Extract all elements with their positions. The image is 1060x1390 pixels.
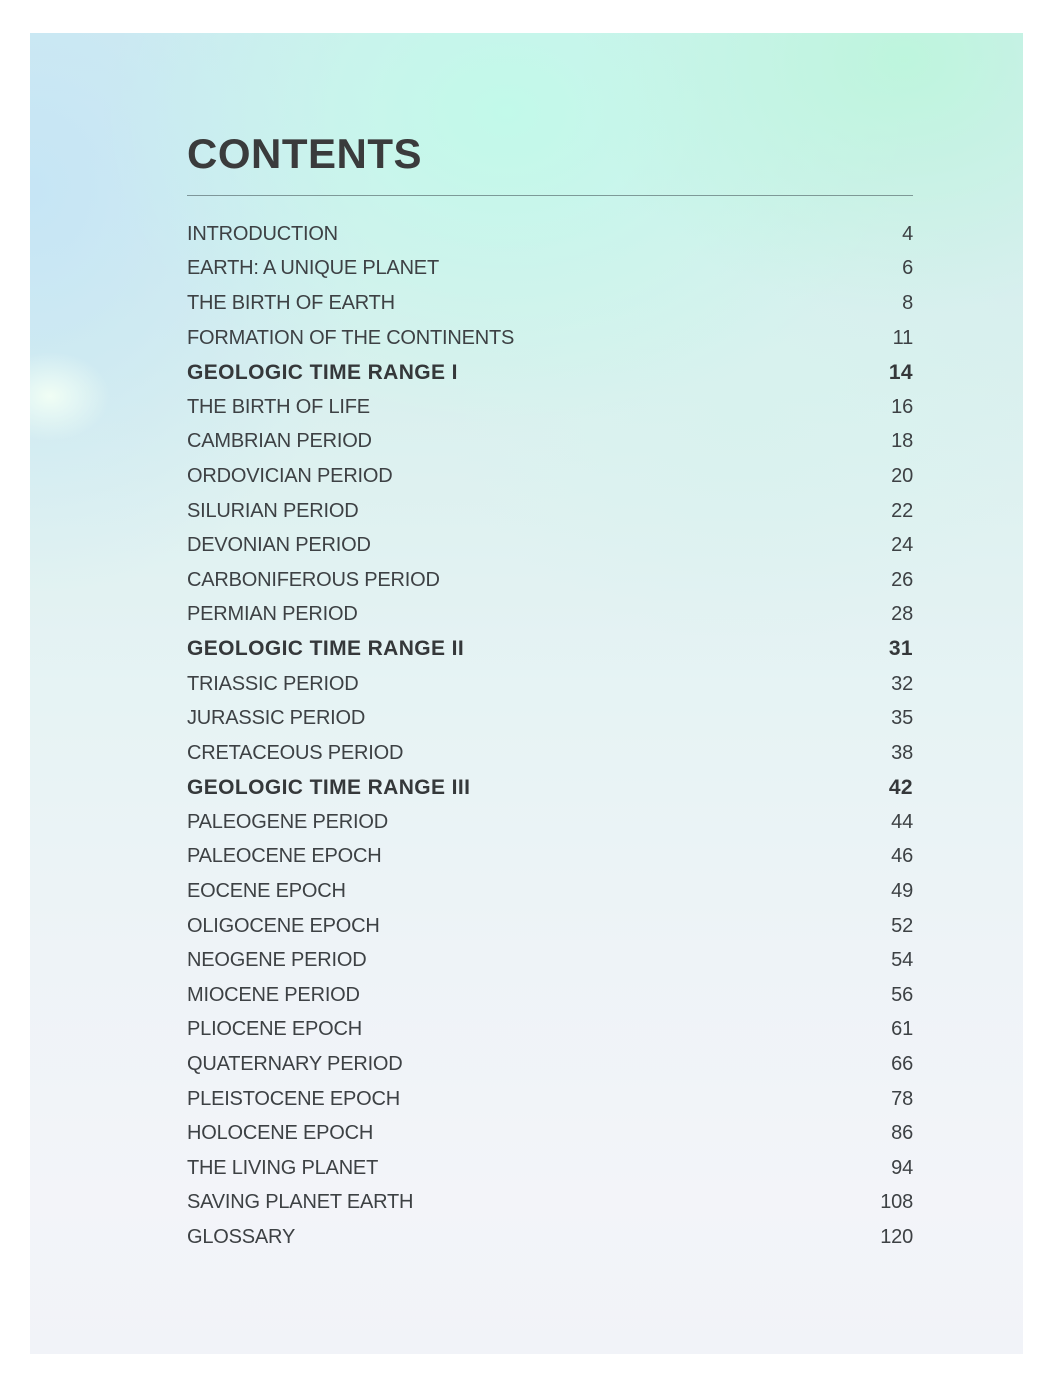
toc-row [187, 840, 913, 875]
toc-entry-label: GEOLOGIC TIME RANGE III [187, 775, 471, 799]
toc-entry-label: PLEISTOCENE EPOCH [187, 1087, 400, 1110]
toc-entry-page-number: 44 [891, 810, 913, 833]
toc-entry-label: EOCENE EPOCH [187, 880, 346, 903]
toc-row [187, 701, 913, 736]
toc-entry-page-number: 86 [891, 1122, 913, 1145]
toc-entry-label: EARTH: A UNIQUE PLANET [187, 257, 439, 280]
toc-row [187, 1013, 913, 1048]
toc-row [187, 459, 913, 494]
toc-entry-page-number: 28 [891, 603, 913, 626]
toc-row [187, 494, 913, 529]
toc-entry-label: DEVONIAN PERIOD [187, 534, 371, 557]
title-divider [187, 195, 913, 196]
toc-entry-page-number: 56 [891, 983, 913, 1006]
toc-entry-label: INTRODUCTION [187, 222, 338, 245]
toc-row [187, 771, 913, 806]
toc-entry-label: GLOSSARY [187, 1226, 296, 1249]
toc-entry-label: OLIGOCENE EPOCH [187, 914, 380, 937]
toc-row [187, 355, 913, 390]
toc-entry-page-number: 22 [891, 499, 913, 522]
toc-entry-page-number: 61 [891, 1018, 913, 1041]
toc-entry-label: GEOLOGIC TIME RANGE I [187, 360, 458, 384]
toc-entry-label: PALEOGENE PERIOD [187, 810, 388, 833]
toc-entry-label: CAMBRIAN PERIOD [187, 430, 372, 453]
toc-entry-page-number: 52 [891, 914, 913, 937]
toc-entry-page-number: 14 [888, 360, 913, 384]
toc-entry-page-number: 18 [891, 430, 913, 453]
toc-row [187, 286, 913, 321]
toc-entry-page-number: 42 [888, 775, 913, 799]
toc-entry-page-number: 16 [891, 395, 913, 418]
table-of-contents [187, 217, 913, 1255]
toc-row [187, 667, 913, 702]
toc-entry-page-number: 108 [880, 1191, 913, 1214]
toc-row [187, 632, 913, 667]
toc-row [187, 425, 913, 460]
toc-entry-label: CRETACEOUS PERIOD [187, 741, 404, 764]
toc-entry-page-number: 4 [902, 222, 913, 245]
toc-entry-label: THE LIVING PLANET [187, 1156, 379, 1179]
toc-entry-label: PALEOCENE EPOCH [187, 845, 382, 868]
toc-entry-label: HOLOCENE EPOCH [187, 1122, 374, 1145]
toc-entry-page-number: 20 [891, 464, 913, 487]
toc-entry-page-number: 120 [880, 1226, 913, 1249]
toc-entry-page-number: 32 [891, 672, 913, 695]
toc-row [187, 978, 913, 1013]
toc-row [187, 1220, 913, 1255]
toc-row [187, 252, 913, 287]
toc-entry-page-number: 46 [891, 845, 913, 868]
toc-row [187, 598, 913, 633]
toc-entry-label: NEOGENE PERIOD [187, 949, 367, 972]
toc-row [187, 1082, 913, 1117]
toc-entry-label: MIOCENE PERIOD [187, 983, 360, 1006]
toc-entry-page-number: 94 [891, 1156, 913, 1179]
toc-row [187, 217, 913, 252]
toc-entry-page-number: 38 [891, 741, 913, 764]
toc-entry-label: QUATERNARY PERIOD [187, 1053, 403, 1076]
toc-entry-page-number: 26 [891, 568, 913, 591]
toc-entry-label: THE BIRTH OF LIFE [187, 395, 370, 418]
toc-row [187, 805, 913, 840]
toc-entry-label: SILURIAN PERIOD [187, 499, 359, 522]
toc-entry-page-number: 24 [891, 534, 913, 557]
toc-entry-page-number: 6 [902, 257, 913, 280]
toc-entry-label: PERMIAN PERIOD [187, 603, 358, 626]
toc-entry-page-number: 78 [891, 1087, 913, 1110]
toc-entry-label: THE BIRTH OF EARTH [187, 291, 395, 314]
toc-row [187, 1151, 913, 1186]
toc-entry-label: SAVING PLANET EARTH [187, 1191, 414, 1214]
toc-entry-label: CARBONIFEROUS PERIOD [187, 568, 440, 591]
toc-row [187, 563, 913, 598]
toc-entry-page-number: 49 [891, 880, 913, 903]
toc-entry-label: GEOLOGIC TIME RANGE II [187, 637, 465, 661]
toc-row [187, 390, 913, 425]
toc-row [187, 1116, 913, 1151]
toc-row [187, 874, 913, 909]
toc-entry-label: PLIOCENE EPOCH [187, 1018, 363, 1041]
toc-row [187, 1047, 913, 1082]
toc-row [187, 736, 913, 771]
toc-row [187, 909, 913, 944]
toc-entry-page-number: 54 [891, 949, 913, 972]
toc-entry-label: ORDOVICIAN PERIOD [187, 464, 393, 487]
toc-row [187, 943, 913, 978]
toc-row [187, 528, 913, 563]
page-title: CONTENTS [187, 130, 422, 177]
toc-entry-label: JURASSIC PERIOD [187, 707, 366, 730]
toc-entry-page-number: 31 [888, 637, 913, 661]
toc-entry-page-number: 35 [891, 707, 913, 730]
toc-entry-label: FORMATION OF THE CONTINENTS [187, 326, 515, 349]
contents-block [187, 130, 913, 1255]
contents-page [30, 33, 1023, 1354]
toc-entry-page-number: 66 [891, 1053, 913, 1076]
toc-row [187, 1186, 913, 1221]
toc-entry-label: TRIASSIC PERIOD [187, 672, 359, 695]
toc-row [187, 321, 913, 356]
toc-entry-page-number: 11 [892, 326, 913, 349]
toc-entry-page-number: 8 [902, 291, 913, 314]
